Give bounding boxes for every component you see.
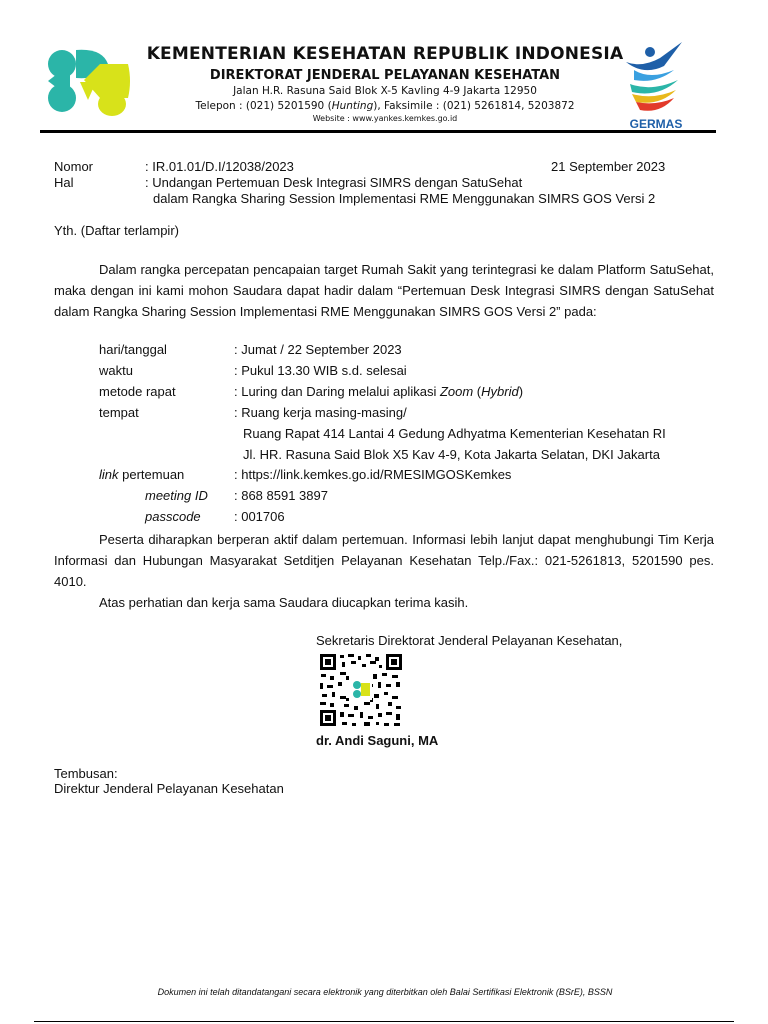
letter-date: 21 September 2023: [551, 159, 666, 174]
ministry-name: KEMENTERIAN KESEHATAN REPUBLIK INDONESIA: [146, 44, 624, 64]
body-paragraph-3: [54, 592, 714, 613]
passcode-label: passcode: [145, 509, 201, 524]
body-paragraph-3-text: Atas perhatian dan kerja sama Saudara diucapkan terima kasih.: [99, 595, 469, 610]
waktu-label: waktu: [99, 363, 133, 378]
nomor-label: Nomor: [54, 159, 94, 174]
hal-value-line1: : Undangan Pertemuan Desk Integrasi SIMRS dengan SatuSehat: [145, 175, 523, 190]
tembusan-item: Direktur Jenderal Pelayanan Kesehatan: [54, 781, 284, 796]
metode-value: [234, 384, 523, 399]
phone-hunting: Hunting: [331, 100, 374, 112]
body-paragraph-2-text: Peserta diharapkan berperan aktif dalam pertemuan. Informasi lebih lanjut dapat menghubungi Tim Kerja Informasi dan Hubungan Masyarakat Setditjen Pelayanan Kesehatan Telp./Fax.: 021-5261813, 5201590 pes. 4010.: [54, 532, 714, 589]
link-label: [99, 467, 184, 482]
passcode-value: : 001706: [234, 509, 285, 524]
metode-mid: (: [473, 384, 482, 399]
hari-label: hari/tanggal: [99, 342, 167, 357]
footer-divider: [34, 1021, 734, 1022]
nomor-value: : IR.01.01/D.I/12038/2023: [145, 159, 294, 174]
body-paragraph-1: [54, 259, 714, 322]
meeting-id-label: meeting ID: [145, 488, 208, 503]
metode-hybrid: Hybrid: [481, 384, 519, 399]
phone-prefix: Telepon : (021) 5201590 (: [195, 100, 332, 112]
office-website: Website : www.yankes.kemkes.go.id: [312, 114, 458, 123]
meeting-id-value: : 868 8591 3897: [234, 488, 328, 503]
tempat-line3: Jl. HR. Rasuna Said Blok X5 Kav 4-9, Kota Jakarta Selatan, DKI Jakarta: [243, 447, 660, 462]
hari-value: : Jumat / 22 September 2023: [234, 342, 402, 357]
kemenkes-logo-icon: [40, 42, 132, 120]
tempat-line1: : Ruang kerja masing-masing/: [234, 405, 407, 420]
hal-value-line2: dalam Rangka Sharing Session Implementasi RME Menggunakan SIMRS GOS Versi 2: [153, 191, 656, 206]
metode-zoom: Zoom: [439, 384, 474, 399]
tempat-label: tempat: [99, 405, 139, 420]
tempat-line2: Ruang Rapat 414 Lantai 4 Gedung Adhyatma Kementerian Kesehatan RI: [243, 426, 666, 441]
body-paragraph-2: [54, 529, 714, 592]
germas-logo-icon: [620, 40, 692, 132]
waktu-value: : Pukul 13.30 WIB s.d. selesai: [234, 363, 407, 378]
body-paragraph-1-text: Dalam rangka percepatan pencapaian target Rumah Sakit yang terintegrasi ke dalam Platform SatuSehat, maka dengan ini kami mohon Saudara dapat hadir dalam “Pertemuan Desk Integrasi SIMRS dengan SatuSehat dalam Rangka Sharing Session Implementasi RME Menggunakan SIMRS GOS Versi 2” pada:: [54, 262, 714, 319]
meeting-link[interactable]: : https://link.kemkes.go.id/RMESIMGOSKemkes: [234, 467, 512, 482]
qr-code-icon: [318, 652, 404, 728]
metode-prefix: : Luring dan Daring melalui aplikasi: [234, 384, 440, 399]
recipient: Yth. (Daftar terlampir): [54, 223, 179, 238]
germas-label: GERMAS: [629, 117, 683, 131]
link-label-italic: link: [99, 467, 119, 482]
link-label-rest: pertemuan: [118, 467, 185, 482]
letterhead-divider: [40, 130, 716, 133]
tembusan-label: Tembusan:: [54, 766, 118, 781]
office-address: Jalan H.R. Rasuna Said Blok X-5 Kavling 4-9 Jakarta 12950: [233, 85, 537, 97]
signatory-name: dr. Andi Saguni, MA: [316, 733, 439, 748]
phone-suffix: ), Faksimile : (021) 5261814, 5203872: [373, 100, 575, 112]
metode-label: metode rapat: [99, 384, 176, 399]
office-phone: [120, 100, 650, 112]
esign-footer-note: Dokumen ini telah ditandatangani secara elektronik yang diterbitkan oleh Balai Sertifikasi Elektronik (BSrE), BSSN: [157, 987, 613, 997]
metode-end: ): [518, 384, 524, 399]
hal-label: Hal: [54, 175, 74, 190]
signatory-title: Sekretaris Direktorat Jenderal Pelayanan Kesehatan,: [316, 633, 623, 648]
directorate-name: DIREKTORAT JENDERAL PELAYANAN KESEHATAN: [209, 68, 561, 83]
